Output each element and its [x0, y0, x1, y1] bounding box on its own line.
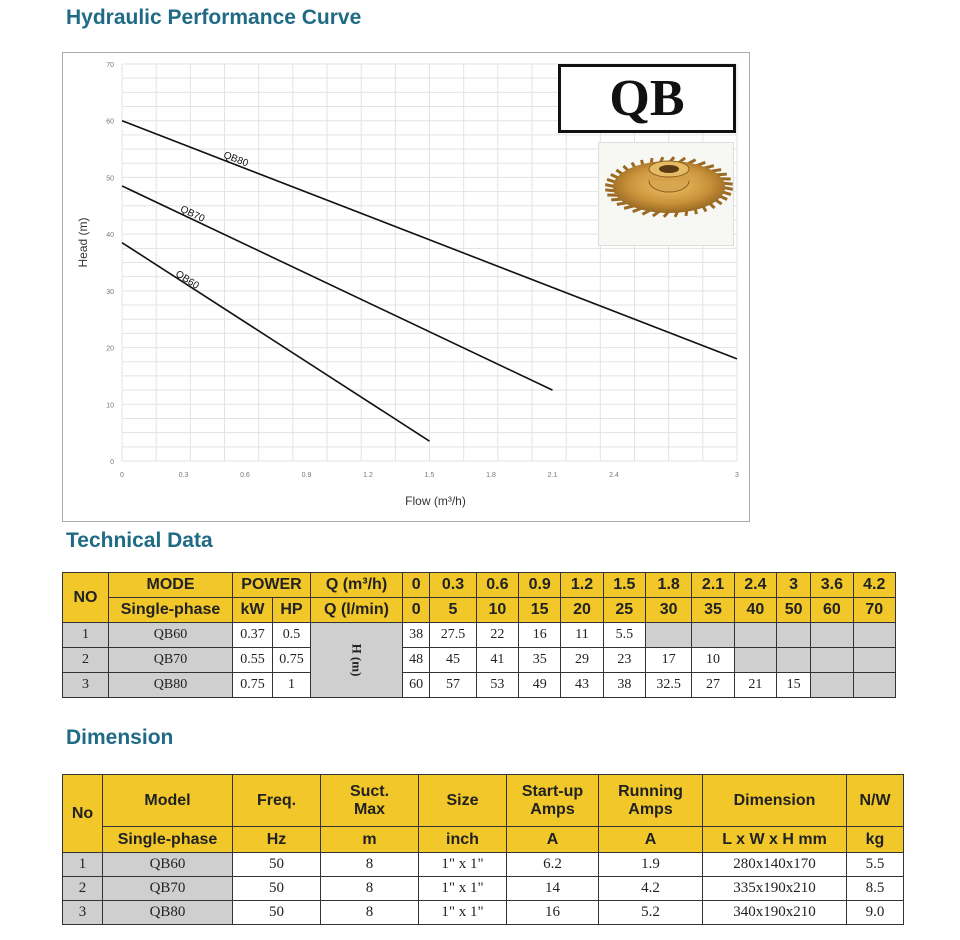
row-startup: 16	[507, 901, 599, 925]
row-nw: 8.5	[847, 877, 904, 901]
dim-model-header: Model	[103, 775, 233, 827]
tech-power-header: POWER	[233, 573, 311, 598]
head-value	[734, 623, 776, 648]
head-value	[777, 648, 811, 673]
row-size: 1" x 1"	[419, 853, 507, 877]
head-value: 15	[777, 673, 811, 698]
technical-data-table	[62, 572, 896, 698]
x-tick-label: 1.5	[424, 472, 435, 479]
tech-header-row-2	[63, 598, 896, 623]
head-value: 22	[476, 623, 518, 648]
row-freq: 50	[233, 901, 321, 925]
row-suct: 8	[321, 853, 419, 877]
dim-size-header: Size	[419, 775, 507, 827]
q-m3h-value: 2.4	[734, 573, 776, 598]
table-row	[63, 901, 904, 925]
head-value: 57	[430, 673, 476, 698]
head-value: 27.5	[430, 623, 476, 648]
dim-unit: A	[507, 827, 599, 853]
tech-mode-header: MODE	[109, 573, 233, 598]
dim-dimension-header: Dimension	[703, 775, 847, 827]
dim-nw-header: N/W	[847, 775, 904, 827]
row-dimension: 335x190x210	[703, 877, 847, 901]
head-value: 21	[734, 673, 776, 698]
row-kw: 0.55	[233, 648, 273, 673]
head-value	[734, 648, 776, 673]
q-m3h-value: 0.9	[519, 573, 561, 598]
impeller-image	[599, 143, 735, 247]
q-lmin-value: 30	[645, 598, 691, 623]
row-model: QB70	[109, 648, 233, 673]
q-m3h-value: 3	[777, 573, 811, 598]
x-axis-label: Flow (m³/h)	[405, 494, 466, 508]
row-dimension: 280x140x170	[703, 853, 847, 877]
tech-phase-header: Single-phase	[109, 598, 233, 623]
q-lmin-value: 20	[561, 598, 603, 623]
y-tick-label: 0	[110, 459, 114, 466]
impeller-photo	[598, 142, 734, 246]
row-hp: 0.5	[273, 623, 311, 648]
q-lmin-value: 10	[476, 598, 518, 623]
technical-section-title: Technical Data	[66, 529, 213, 552]
q-lmin-value: 15	[519, 598, 561, 623]
q-m3h-value: 1.5	[603, 573, 645, 598]
head-value: 45	[430, 648, 476, 673]
head-value: 48	[403, 648, 430, 673]
dim-freq-header: Freq.	[233, 775, 321, 827]
row-kw: 0.75	[233, 673, 273, 698]
row-dimension: 340x190x210	[703, 901, 847, 925]
head-value: 29	[561, 648, 603, 673]
row-size: 1" x 1"	[419, 901, 507, 925]
head-value	[853, 648, 895, 673]
qb-badge: QB	[558, 64, 736, 133]
head-value: 41	[476, 648, 518, 673]
table-row	[63, 623, 896, 648]
head-value	[853, 623, 895, 648]
x-tick-label: 1.8	[486, 472, 496, 479]
y-tick-label: 70	[106, 62, 114, 69]
q-lmin-value: 0	[403, 598, 430, 623]
head-label-cell	[311, 623, 403, 698]
head-value: 49	[519, 673, 561, 698]
x-tick-label: 3	[735, 472, 739, 479]
row-no: 3	[63, 901, 103, 925]
tech-no-header: NO	[63, 573, 109, 623]
head-value: 35	[519, 648, 561, 673]
q-lmin-value: 50	[777, 598, 811, 623]
head-value: 38	[603, 673, 645, 698]
row-kw: 0.37	[233, 623, 273, 648]
head-value: 32.5	[645, 673, 691, 698]
head-value	[811, 648, 853, 673]
q-m3h-value: 1.8	[645, 573, 691, 598]
head-value	[811, 623, 853, 648]
y-tick-label: 40	[106, 232, 114, 240]
row-model: QB60	[103, 853, 233, 877]
tech-hp-header: HP	[273, 598, 311, 623]
row-freq: 50	[233, 877, 321, 901]
head-value: 38	[403, 623, 430, 648]
y-tick-label: 50	[106, 175, 114, 183]
q-m3h-value: 0.6	[476, 573, 518, 598]
head-label: H (m)	[349, 643, 365, 676]
row-running: 4.2	[599, 877, 703, 901]
dim-header-row-2	[63, 827, 904, 853]
q-lmin-value: 40	[734, 598, 776, 623]
q-m3h-value: 4.2	[853, 573, 895, 598]
row-running: 1.9	[599, 853, 703, 877]
row-suct: 8	[321, 901, 419, 925]
row-suct: 8	[321, 877, 419, 901]
head-value: 11	[561, 623, 603, 648]
tech-q-lmin-header: Q (l/min)	[311, 598, 403, 623]
dimension-table	[62, 774, 904, 925]
q-m3h-value: 1.2	[561, 573, 603, 598]
dim-running-label: Running Amps	[618, 782, 683, 818]
dim-unit: m	[321, 827, 419, 853]
dim-no-header: No	[63, 775, 103, 853]
y-tick-label: 30	[106, 288, 114, 296]
series-label-qb80: QB80	[221, 149, 250, 170]
row-nw: 5.5	[847, 853, 904, 877]
dim-unit: A	[599, 827, 703, 853]
q-m3h-value: 3.6	[811, 573, 853, 598]
row-running: 5.2	[599, 901, 703, 925]
head-value: 53	[476, 673, 518, 698]
row-model: QB70	[103, 877, 233, 901]
row-startup: 14	[507, 877, 599, 901]
dim-suct-label: Suct. Max	[349, 782, 390, 818]
series-line-qb60	[122, 243, 430, 442]
x-tick-label: 2.4	[609, 472, 619, 479]
row-no: 2	[63, 877, 103, 901]
head-value: 23	[603, 648, 645, 673]
y-tick-label: 20	[106, 345, 114, 353]
row-size: 1" x 1"	[419, 877, 507, 901]
q-lmin-value: 60	[811, 598, 853, 623]
q-m3h-value: 0	[403, 573, 430, 598]
tech-header-row-1	[63, 573, 896, 598]
dim-suct-header	[321, 775, 419, 827]
tech-kw-header: kW	[233, 598, 273, 623]
x-tick-label: 0.6	[240, 472, 250, 479]
q-lmin-value: 5	[430, 598, 476, 623]
x-tick-label: 0.3	[178, 472, 189, 479]
head-value: 5.5	[603, 623, 645, 648]
head-value	[811, 673, 853, 698]
head-value	[777, 623, 811, 648]
table-row	[63, 648, 896, 673]
dim-running-header	[599, 775, 703, 827]
dim-header-row-1	[63, 775, 904, 827]
table-row	[63, 853, 904, 877]
series-label-qb60: QB60	[173, 268, 201, 292]
x-tick-label: 0.9	[301, 472, 312, 479]
row-no: 2	[63, 648, 109, 673]
tech-q-m3h-header: Q (m³/h)	[311, 573, 403, 598]
head-value: 10	[692, 648, 734, 673]
row-model: QB60	[109, 623, 233, 648]
row-model: QB80	[103, 901, 233, 925]
dim-startup-header	[507, 775, 599, 827]
dimension-section-title: Dimension	[66, 726, 174, 749]
row-no: 1	[63, 623, 109, 648]
table-row	[63, 673, 896, 698]
head-value	[645, 623, 691, 648]
x-tick-label: 1.2	[363, 472, 373, 479]
dim-phase-header: Single-phase	[103, 827, 233, 853]
dim-startup-label: Start-up Amps	[521, 782, 584, 818]
y-axis-label: Head (m)	[76, 217, 90, 268]
dim-unit: Hz	[233, 827, 321, 853]
head-value: 16	[519, 623, 561, 648]
row-no: 1	[63, 853, 103, 877]
head-value	[853, 673, 895, 698]
row-startup: 6.2	[507, 853, 599, 877]
row-hp: 0.75	[273, 648, 311, 673]
q-lmin-value: 25	[603, 598, 645, 623]
table-row	[63, 877, 904, 901]
head-value	[692, 623, 734, 648]
q-lmin-value: 70	[853, 598, 895, 623]
head-value: 17	[645, 648, 691, 673]
row-freq: 50	[233, 853, 321, 877]
curve-section-title: Hydraulic Performance Curve	[66, 6, 362, 29]
x-tick-label: 0	[120, 472, 124, 479]
row-hp: 1	[273, 673, 311, 698]
head-value: 43	[561, 673, 603, 698]
dim-unit: inch	[419, 827, 507, 853]
q-m3h-value: 0.3	[430, 573, 476, 598]
x-tick-label: 2.1	[547, 472, 558, 479]
head-value: 27	[692, 673, 734, 698]
head-value: 60	[403, 673, 430, 698]
series-label-qb70: QB70	[178, 203, 207, 225]
y-tick-label: 10	[106, 402, 114, 410]
dim-unit: kg	[847, 827, 904, 853]
row-model: QB80	[109, 673, 233, 698]
y-tick-label: 60	[106, 118, 114, 126]
q-lmin-value: 35	[692, 598, 734, 623]
row-nw: 9.0	[847, 901, 904, 925]
row-no: 3	[63, 673, 109, 698]
q-m3h-value: 2.1	[692, 573, 734, 598]
dim-unit: L x W x H mm	[703, 827, 847, 853]
